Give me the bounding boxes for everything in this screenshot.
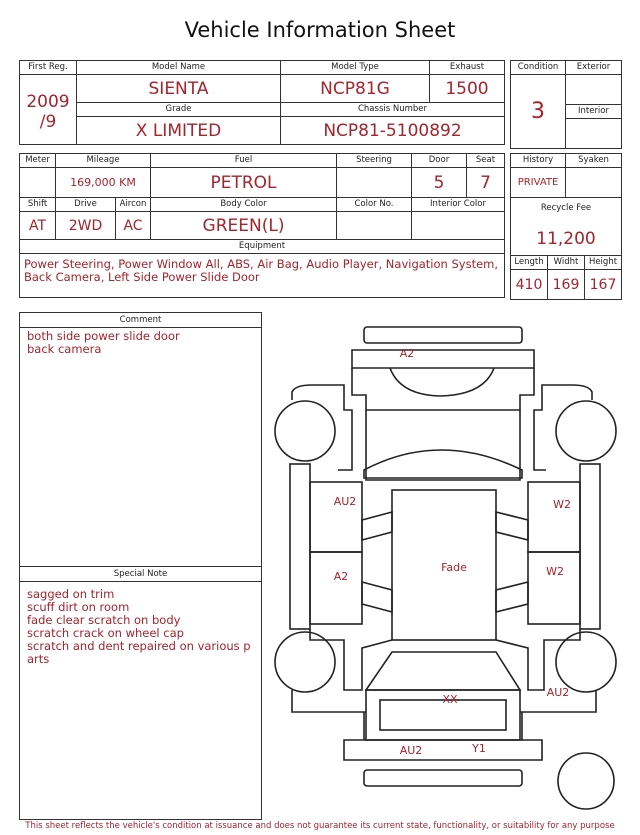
recycle-value: 11,200 <box>536 229 596 249</box>
door-label: Door <box>412 154 467 168</box>
shift-value: AT <box>20 212 56 240</box>
mileage-label: Mileage <box>56 154 151 168</box>
damage-mark-roof: Fade <box>441 561 467 574</box>
history-label: History <box>511 154 566 168</box>
grade-label: Grade <box>77 103 281 117</box>
aircon-value: AC <box>116 212 151 240</box>
height-label: Height <box>585 256 622 270</box>
note-line: arts <box>27 652 50 666</box>
drive-label: Drive <box>56 198 116 212</box>
condition-label: Condition <box>511 61 566 75</box>
comment-label: Comment <box>20 313 261 328</box>
disclaimer-footer: This sheet reflects the vehicle's condition at issuance and does not guarantee its current state, functionality, or suitability for any purpose <box>25 821 615 831</box>
height-value: 167 <box>585 270 622 300</box>
damage-mark-rear-bumper-left: AU2 <box>399 744 423 757</box>
syaken-label: Syaken <box>566 154 622 168</box>
first-reg-year: 2009 <box>26 92 70 112</box>
model-type-value: NCP81G <box>281 75 430 103</box>
interior-color-label: Interior Color <box>412 198 505 212</box>
damage-mark-front-bumper: A2 <box>399 347 415 360</box>
exterior-label: Exterior <box>566 61 622 75</box>
body-color-value: GREEN(L) <box>151 212 337 240</box>
exhaust-value: 1500 <box>430 75 505 103</box>
length-label: Length <box>511 256 548 270</box>
comment-line: back camera <box>27 342 102 356</box>
model-name-label: Model Name <box>77 61 281 75</box>
interior-label: Interior <box>566 105 622 119</box>
grade-value: X LIMITED <box>77 117 281 145</box>
fuel-label: Fuel <box>151 154 337 168</box>
damage-mark-right-front-door: W2 <box>553 498 571 511</box>
door-value: 5 <box>412 168 467 198</box>
comment-line: both side power slide door <box>27 329 180 343</box>
recycle-label: Recycle Fee <box>540 203 592 213</box>
aircon-label: Aircon <box>116 198 151 212</box>
damage-mark-back-door: XX <box>442 693 458 706</box>
fuel-value: PETROL <box>151 168 337 198</box>
drive-value: 2WD <box>56 212 116 240</box>
note-line: fade clear scratch on body <box>27 613 181 627</box>
first-reg-month: /9 <box>39 112 57 132</box>
damage-mark-left-front-door: AU2 <box>333 495 357 508</box>
width-label: Widht <box>548 256 585 270</box>
length-value: 410 <box>511 270 548 300</box>
first-reg-label: First Reg. <box>20 61 76 75</box>
meter-label: Meter <box>20 154 56 168</box>
mileage-value: 169,000 KM <box>56 168 151 198</box>
chassis-value: NCP81-5100892 <box>281 117 505 145</box>
steering-label: Steering <box>337 154 412 168</box>
condition-value: 3 <box>511 75 566 149</box>
note-line: sagged on trim <box>27 587 115 601</box>
equipment-value: Power Steering, Power Window All, ABS, Air Bag, Audio Player, Navigation System, Back Camera, Left Side Power Slide Door <box>24 257 499 284</box>
note-line: scratch and dent repaired on various p <box>27 639 251 653</box>
seat-value: 7 <box>467 168 505 198</box>
note-line: scratch crack on wheel cap <box>27 626 184 640</box>
seat-label: Seat <box>467 154 505 168</box>
note-line: scuff dirt on room <box>27 600 130 614</box>
page-title: Vehicle Information Sheet <box>184 18 456 42</box>
shift-label: Shift <box>20 198 56 212</box>
exhaust-label: Exhaust <box>430 61 505 75</box>
special-note-label: Special Note <box>20 567 261 582</box>
width-value: 169 <box>548 270 585 300</box>
damage-mark-rear-quarter-right: AU2 <box>546 686 570 699</box>
body-color-label: Body Color <box>151 198 337 212</box>
damage-mark-rear-bumper-right: Y1 <box>472 742 486 755</box>
history-value: PRIVATE <box>511 168 566 198</box>
damage-mark-right-rear-door: W2 <box>546 565 564 578</box>
color-no-label: Color No. <box>337 198 412 212</box>
chassis-label: Chassis Number <box>281 103 505 117</box>
model-type-label: Model Type <box>281 61 430 75</box>
equipment-label: Equipment <box>20 240 505 254</box>
damage-mark-left-rear-door: A2 <box>333 570 349 583</box>
model-name-value: SIENTA <box>77 75 281 103</box>
